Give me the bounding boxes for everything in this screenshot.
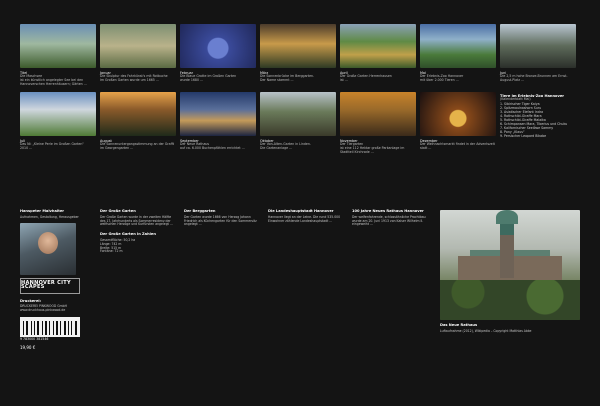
print-title: Druckerei: (20, 298, 42, 303)
month-cell-februar (180, 24, 260, 87)
column-text: Der Garten wurde 1666 von Herzog Johann Friedrich als Küchengarten für den Sommersitz angelegt ... (184, 214, 257, 227)
month-text: Der Weihnachtsmarkt findet in der Adventszeit statt ... (420, 141, 495, 150)
caption-text: Luftaufnahme (2012), Wikipedia – Copyright Matthias Abke (440, 328, 532, 333)
month-cell-juli (20, 92, 100, 155)
month-title: Das NI: „Kleine Perle im Großen Garten“ (20, 141, 84, 146)
thumbnail-november (340, 92, 416, 136)
thumbnail-dezember (420, 92, 496, 136)
zoo-list-item: 3. Asiatischer Elefant Indra (500, 109, 544, 114)
month-title: Der Neue Rathaus (180, 141, 210, 146)
zoo-list-title: Tiere im Erlebnis-Zoo Hannover (500, 93, 565, 98)
zoo-list-item: 7. Kalifornischer Seelöwe Sammy (500, 125, 554, 130)
photo-caption (440, 324, 580, 334)
month-name: Dezember (420, 138, 438, 143)
print-company: DRUCKEREI PINKWOOD GmbH (20, 304, 67, 309)
thumbnail-titel (20, 24, 96, 68)
thumbnail-juni (500, 24, 576, 68)
column-text: Der welfenfahrende, schlossähnliche Prachtbau wurde am 20. Juni 1913 von Kaiser Wilhelm II. eingeweiht ... (352, 214, 426, 227)
month-cell-august (100, 92, 180, 155)
month-title: Der Tiergarten (340, 141, 364, 146)
month-name: Januar (100, 71, 111, 75)
thumbnail-oktober (260, 92, 336, 136)
month-name: August (100, 138, 112, 143)
author-column (20, 210, 84, 350)
month-title: Der Große Garten Herrenhausen (340, 74, 392, 78)
month-cell-april (340, 24, 420, 87)
month-grid (20, 24, 580, 154)
month-name: Februar (180, 71, 194, 75)
thumbnail-april (340, 24, 416, 68)
zoo-list-item: 2. Spitzmaulnashorn Suru (500, 105, 542, 110)
zoo-list-item: 1. Sibirischer Tiger Kaiya (500, 101, 540, 106)
thumbnail-mai (420, 24, 496, 68)
month-cell-maerz (260, 24, 340, 87)
zoo-list-item: 4. Rothschild-Giraffe Mara (500, 113, 542, 118)
column-text: Hannover liegt an der Leine. Die rund 535.000 Einwohner zählende Landeshauptstadt ... (268, 214, 341, 223)
column-rathaus (352, 210, 432, 227)
month-row-2 (20, 92, 580, 155)
author-name: Hanspeter Malvhalter (20, 209, 65, 213)
month-cell-september (180, 92, 260, 155)
print-url: www.druckhaus-pinkwood.de (20, 308, 66, 313)
month-text: wurde 1680 ... (180, 77, 204, 82)
author-role: Aufnahmen, Gestaltung, Herausgeber (20, 214, 79, 219)
month-title: Die Blaue Grotte im Großen Garten (180, 74, 237, 78)
column-title: Der Große Garten (100, 209, 136, 213)
zoo-list-item: 8. Pony „Klaus“ (500, 129, 525, 134)
month-cell-oktober (260, 92, 340, 155)
month-text: ist ein künstlich angelegter See bei den Hannoverschen Herrenhäusern; Gärten ... (20, 77, 87, 86)
month-name: November (340, 138, 358, 143)
isbn-barcode (20, 317, 80, 337)
month-title: Der Erlebnis-Zoo Hannover (420, 74, 464, 78)
month-title: Die Sonnenuntergangsstimmung an der Grafft (100, 141, 175, 146)
month-text: auf ca. 6.000 Buchenpfählen errichtet ... (180, 145, 245, 150)
month-name: September (180, 138, 199, 143)
stat-item: Gesamtfläche: 50,2 ha (100, 237, 136, 242)
month-cell-mai (420, 24, 500, 87)
month-text: 2010 ... (20, 145, 33, 150)
thumbnail-juli (20, 92, 96, 136)
month-text: Im Großen Garten wurde um 1665 ... (100, 77, 159, 82)
zoo-list-cell (500, 92, 580, 155)
month-cell-dezember (420, 92, 500, 155)
stat-item: Breite: 515 m (100, 245, 122, 250)
month-cell-titel (20, 24, 100, 87)
thumbnail-maerz (260, 24, 336, 68)
month-title: Die Sonnenbrücke im Berggarten. (260, 74, 315, 78)
author-portrait (20, 223, 76, 275)
stat-item: Länge: 742 m (100, 241, 122, 246)
month-text: Die 2,5 m hohe Bronze-Brunnen am Ernst-August-Platz ... (500, 74, 568, 82)
month-name: April (340, 71, 348, 75)
month-row-1 (20, 24, 580, 87)
month-name: März (260, 71, 269, 75)
isbn-digits: 9 783000 381546 (20, 336, 49, 341)
price-tag: 19,90 € (20, 344, 36, 350)
stat-item: Fontäne: 72 m (100, 249, 123, 254)
rathaus-photo (440, 210, 580, 320)
month-text: mit über 2.000 Tieren ... (420, 77, 459, 82)
month-text: im Georgengarten ... (100, 145, 134, 150)
month-name: Oktober (260, 138, 274, 143)
month-name: Mai (420, 71, 426, 75)
month-cell-juni (500, 24, 580, 87)
column-grosser-garten (100, 210, 176, 254)
month-name: Juni (500, 71, 507, 75)
caption-title: Das Neue Rathaus (440, 323, 478, 327)
zoo-list-subtitle: (Kalenderblatt Mai) (500, 96, 531, 101)
thumbnail-februar (180, 24, 256, 68)
month-text: Der Name stammt ... (260, 77, 294, 82)
zoo-list-item: 5. Rothschild-Giraffe Malaika (500, 117, 546, 122)
column-berggarten (184, 210, 260, 227)
zoo-list-item: 9. Persischer Leopard Bikabe (500, 133, 547, 138)
info-section (20, 210, 580, 392)
column-title: Der Berggarten (184, 209, 216, 213)
month-cell-januar (100, 24, 180, 87)
month-text: Die Gartenanlage ... (260, 145, 293, 150)
month-title: Die Skulptur des Fahrkünst's mit Rotbuche (100, 74, 168, 78)
column-text: Der Große Garten wurde in der zweiten Hälfte des 17. Jahrhunderts als Sommerresidenz der welfischen Herzöge und Kurfürsten angelegt ... (100, 214, 173, 227)
thumbnail-august (100, 92, 176, 136)
column-title: 100 Jahre Neues Rathaus Hannover (352, 209, 424, 213)
column-landeshauptstadt (268, 210, 344, 223)
column-subtitle: Der Große Garten in Zahlen (100, 232, 156, 237)
month-title: Die Maschsee (20, 74, 43, 78)
month-cell-november (340, 92, 420, 155)
month-text: ist ... (340, 77, 348, 82)
month-title: Der Von-Alten-Garten in Linden. (260, 141, 311, 146)
brand-logo: HANNOVER CITY SCAPES (20, 278, 80, 294)
thumbnail-september (180, 92, 256, 136)
month-name: Juli (20, 138, 26, 143)
thumbnail-januar (100, 24, 176, 68)
month-text: ist eine 112 Hektar große Parkanlage im Stadtteil Kirchrode ... (340, 145, 405, 154)
month-name: Titel (20, 71, 28, 75)
zoo-list-item: 6. Schimpansen Mara, Tiberius und Chuku (500, 121, 568, 126)
column-title: Die Landeshauptstadt Hannover (268, 209, 334, 213)
